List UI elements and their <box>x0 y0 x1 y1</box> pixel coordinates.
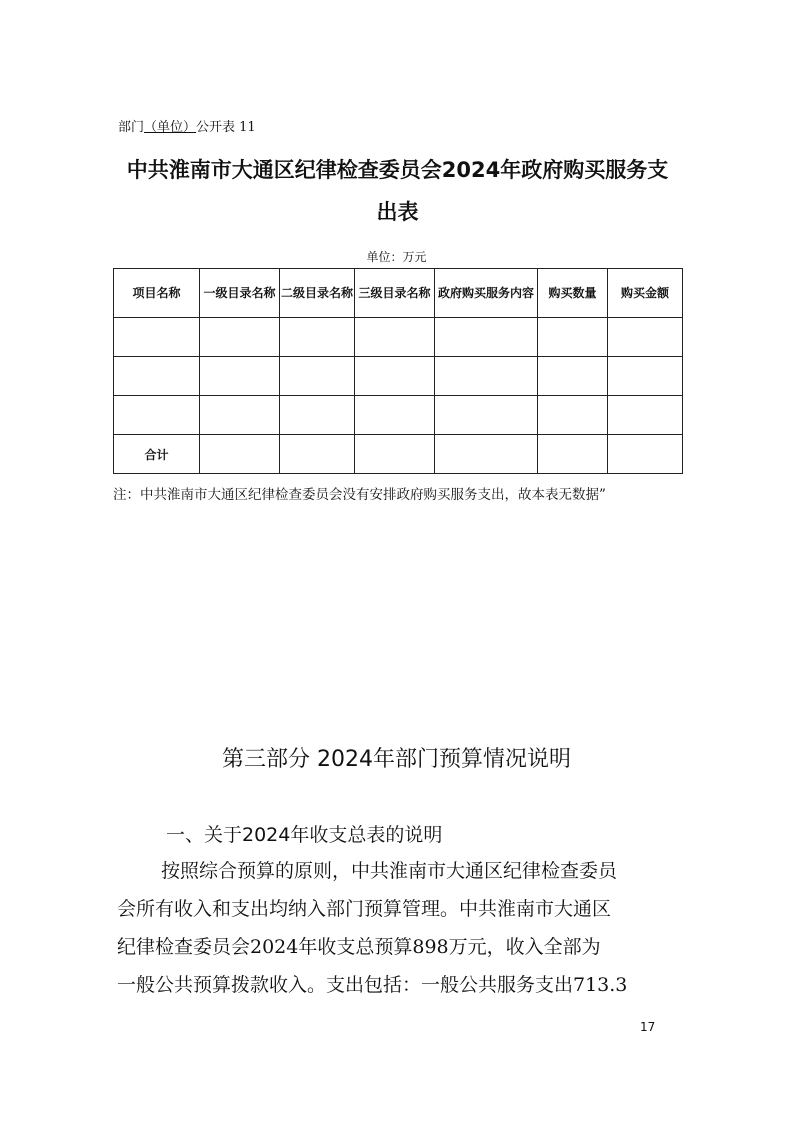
table-cell <box>280 396 355 435</box>
paragraph-line: 按照综合预算的原则，中共淮南市大通区纪律检查委员 <box>161 860 618 882</box>
table-note: 注：中共淮南市大通区纪律检查委员会没有安排政府购买服务支出，故本表无数据” <box>113 487 606 503</box>
caption-unit: （单位） <box>144 120 197 135</box>
table-cell <box>538 318 608 357</box>
table-cell <box>608 357 683 396</box>
table-cell <box>435 396 538 435</box>
table-cell <box>114 357 200 396</box>
table-cell <box>608 396 683 435</box>
table-cell <box>608 318 683 357</box>
table-header-row <box>114 269 683 318</box>
subsection-heading: 一、关于2024年收支总表的说明 <box>166 824 443 846</box>
document-title-line2: 出表 <box>376 200 419 224</box>
table-cell <box>538 357 608 396</box>
page-number: 17 <box>640 1020 656 1034</box>
table-cell <box>435 318 538 357</box>
table-row <box>114 396 683 435</box>
unit-label: 单位：万元 <box>366 250 427 264</box>
table-cell <box>280 357 355 396</box>
table-cell <box>114 396 200 435</box>
paragraph-line: 一般公共预算拨款收入。支出包括：一般公共服务支出713.3 <box>117 974 628 996</box>
table-cell <box>200 318 280 357</box>
table-row <box>114 318 683 357</box>
table-cell <box>114 318 200 357</box>
column-header: 购买金额 <box>608 269 683 318</box>
table-cell <box>280 435 355 474</box>
body-paragraph <box>117 852 687 1004</box>
table-cell <box>280 318 355 357</box>
column-header: 购买数量 <box>538 269 608 318</box>
table-cell <box>355 318 435 357</box>
column-header: 项目名称 <box>114 269 200 318</box>
paragraph-line: 纪律检查委员会2024年收支总预算898万元，收入全部为 <box>117 936 601 958</box>
table-cell <box>355 357 435 396</box>
table-cell <box>200 435 280 474</box>
purchase-services-table <box>113 268 683 474</box>
table-cell <box>200 396 280 435</box>
table-cell <box>355 435 435 474</box>
table-cell <box>355 396 435 435</box>
table-caption <box>118 116 256 135</box>
column-header: 二级目录名称 <box>280 269 355 318</box>
table-cell <box>435 435 538 474</box>
section-heading: 第三部分 2024年部门预算情况说明 <box>222 747 571 772</box>
table-cell <box>538 396 608 435</box>
column-header: 一级目录名称 <box>200 269 280 318</box>
table-cell <box>538 435 608 474</box>
caption-prefix: 部门 <box>118 120 145 135</box>
document-title-line1: 中共淮南市大通区纪律检查委员会2024年政府购买服务支 <box>126 158 669 182</box>
column-header: 政府购买服务内容 <box>435 269 538 318</box>
table-cell <box>435 357 538 396</box>
table-row <box>114 357 683 396</box>
table-total-row <box>114 435 683 474</box>
total-label: 合计 <box>114 435 200 474</box>
paragraph-line: 会所有收入和支出均纳入部门预算管理。中共淮南市大通区 <box>117 898 612 920</box>
column-header: 三级目录名称 <box>355 269 435 318</box>
table-cell <box>608 435 683 474</box>
caption-suffix: 公开表 11 <box>196 120 256 135</box>
table-cell <box>200 357 280 396</box>
